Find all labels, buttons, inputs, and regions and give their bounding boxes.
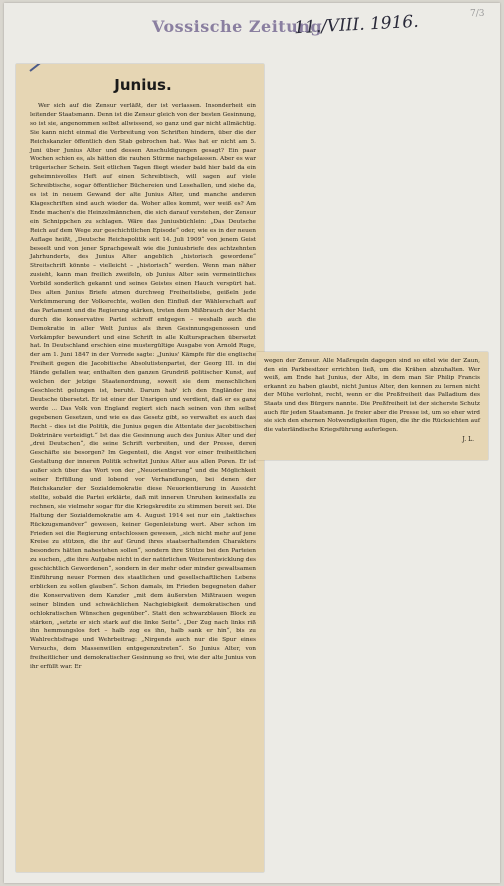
article-continuation: wegen der Zensur. Alle Maßregeln dagegen sind so eitel wie der Zaun, den ein Parkbesitzer errichten ließ, um die Krähen abzuhalten. Wer weiß, am Ende hat Junius, der Alte, in dem man Sir Philip Francis erkannt zu haben glaubt, nicht Junius Alter, den kennen zu lernen nicht der Mühe verlohnt, recht, wenn er die Preßfreiheit das Palladium des Staats und des Bürgers nannte. Die Preßfreiheit ist der sicherste Schutz auch für jeden Staatsmann. Je freier aber die Presse ist, um so eher wird sie sich den ehernen Notwendigkeiten fügen, die ihr die Rücksichten auf die vaterländische Kriegsführung auferlegen. [264, 358, 480, 433]
handwritten-date: 11./VIII. 1916. [293, 11, 420, 39]
newspaper-masthead: Vossische Zeitung [152, 17, 323, 36]
archive-number: 7/3 [470, 9, 485, 19]
article-body: Wer sich auf die Zensur verläßt, der ist verlassen. Insonderheit ein leitender Staatsmann. Denn ist die Zensur gleich von der besten Gesinnung, so ist sie, angenommen selbst allwissend, so ganz und gar nicht allmächtig. Sie kann nicht einmal die Verbreitung von Schriften hindern, über die der Reichskanzler öffentlich den Stab gebrochen hat. Was hat er nicht am 5. Juni über Junius Alter und dessen Anschuldigungen gesagt? Ein paar Wochen schien es, als hätten die rauhen Stürme nachgelassen. Aber es war trügerischer Schein. Seit etlichen Tagen fliegt wieder bald hier bald da ein geheimnisvolles Heft auf einen Schreibtisch, will sagen auf viele Schreibtische, sogar öffentlicher Büchereien und Lesehallen, und siehe da, es ist in neuem Gewand der alte Junius Alter, und manche anderen Klageschriften sind auch wieder da. Woher alles kommt, wer weiß es? Am Ende machen's die Heinzelmännchen, die sich darauf verstehen, der Zensur ein Schnippchen zu schlagen. Wäre das Juniusbüchlein: „Das Deutsche Reich auf dem Wege zur geschichtlichen Episode“ oder, wie es in der neuen Auflage heißt, „Deutsche Reichspolitik seit 14. Juli 1909“ von jenem Geist beseelt und von jener Sprachgewalt wie die Juniusbriefe des achtzehnten Jahrhunderts, des Junius Alter angeblich „historisch gewordene“ Streitschrift könnte – vielleicht – „historisch“ werden. Wenn man näher zusieht, kann man freilich zweifeln, ob Junius Alter sein vermeintliches Vorbild sonderlich gekannt und seines Geistes einen Hauch verspürt hat. Des alten Junius Briefe atmen durchweg Freiheitsliebe, geißeln jede Verkümmerung der Volksrechte, wollen den Einfluß der Wählerschaft auf das Parlament und die Regierung stärken, treten dem Mißbrauch der Macht durch die konservative Partei schroff entgegen – weshalb auch die Demokratie in aller Welt Junius als ihren Gesinnungsgenossen und Vorkämpfer bewundert und eine Schrift in alle Kultursprachen übersetzt hat. In Deutschland erschien eine mustergültige Ausgabe von Arnold Ruge, der am 1. Juni 1847 in der Vorrede sagte: „Junius' Kämpfe für die englische Freiheit gegen die Jacobitische Absolutistenpartei, der Georg III. in die Hände gefallen war, enthalten den ganzen Grundriß politischer Kunst, auf welchen der jetzige Staatenordnung, soweit sie dem menschlichen Geschlecht gelungen ist, beruht. Darum hab' ich den Engländer ins Deutsche übersetzt. Er ist einer der Unsrigen und verdient, daß er es ganz werde ... Das Volk von England regiert sich nach seinen von ihm selbst gegebenen Gesetzen, und wie es das Gesetz gibt, so verwaltet es auch das Recht – dies ist die Politik, die Junius gegen die Attentate der jacobitischen Doktrinäre verteidigt.“ Ist das die Gesinnung auch des Junius Alter und der „drei Deutschen“, die seine Schrift verbreiten, und der Presse, deren Geschäfte sie besorgen? Im Gegenteil, die Angst vor einer freiheitlichen Gestaltung der inneren Politik schwitzt Junius Alter aus allen Poren. Er ist außer sich über das Wort von der „Neuorientierung“ und die Möglichkeit seiner Erfüllung und lobend vor Verhandlungen, bei denen der Reichskanzler der Sozialdemokratie diese Neuorientierung in Aussicht stellte, sobald die Partei erklärte, daß mit inneren Unruhen keinesfalls zu rechnen, sie vielmehr sogar für die Kriegskredite zu stimmen bereit sei. Die Haltung der Sozialdemokratie am 4. August 1914 sei nur ein „taktisches Rückzugsmanöver“ gewesen, keiner Gegenleistung wert. Aber schon im Frieden sei die Regierung entschlossen gewesen, „sich nicht mehr auf jene Kreise zu stützen, die ihr auf Grund ihres staatserhaltenden Charakters besonders hätten nahestehen sollen“, sondern ihre Stütze bei den Parteien zu suchen, „die ihre Aufgabe nicht in der natürlichen Weiterentwicklung des geschichtlich Gewordenen“, sondern in der mehr oder minder gewaltsamen Einführung neuer Formen des staatlichen und gesellschaftlichen Lebens erblicken zu sollen glauben“. Schon damals, im Frieden begegneten daher die Konservativen dem Kanzler „mit dem äußersten Mißtrauen wegen seiner blinden und schwächlichen Nachgiebigkeit demokratischen und ochlokratischen Wünschen gegenüber“. Statt den schwarzblauen Block zu stärken, „setzte er sich stark auf die linke Seite“. „Der Zug nach links riß ihn hemmungslos fort – halb zog es ihn, halb sank er hin“, bis zu Wahlrechtsfrage und Wehrbeitrag: „Nirgends auch nur die Spur eines Versuchs, dem Massenwillen entgegenzutreten“. So Junius Alter, von freiheitlicher und demokratischer Gesinnung so frei, wie der alte Junius von ihr erfüllt war. Er [30, 103, 256, 671]
article-clipping-main [16, 64, 264, 872]
article-clipping-continuation [256, 352, 488, 460]
article-title: Junius. [114, 76, 172, 94]
author-signature: J. L. [462, 436, 474, 444]
